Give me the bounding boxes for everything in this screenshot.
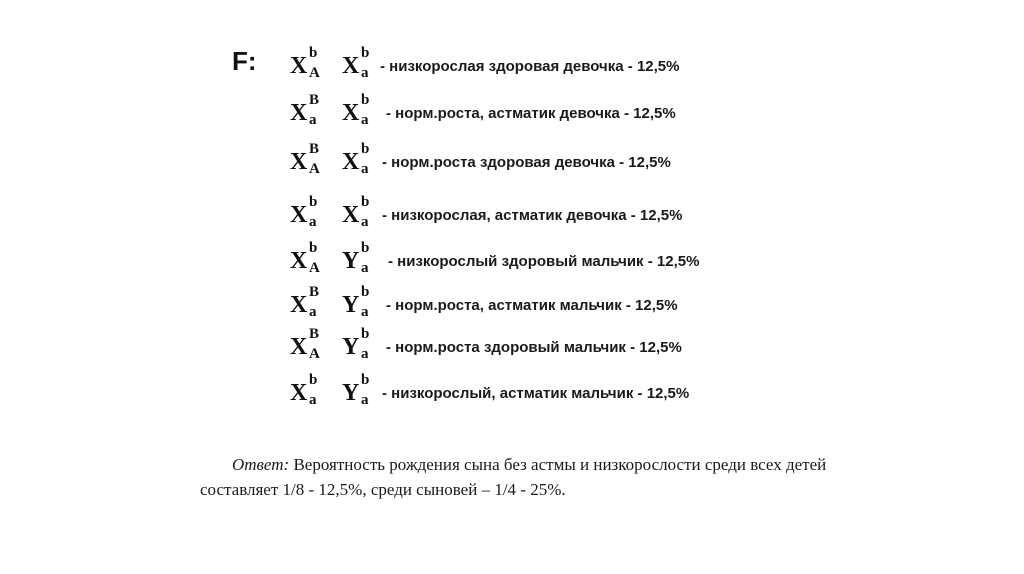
genotype-superscript: B (309, 92, 320, 108)
answer-text: Вероятность рождения сына без астмы и низкорослости среди всех детей составляет 1/8 - 12,5%, среди сыновей – 1/4 - 25%. (200, 455, 827, 499)
genotype-first (290, 327, 324, 367)
genotype-subscript: a (361, 65, 369, 81)
genotype-base: Y (342, 248, 360, 274)
genotype-second (342, 373, 376, 413)
genotype-subscript: a (309, 112, 317, 128)
genotype-row (290, 373, 689, 413)
answer-label: Ответ: (232, 455, 290, 474)
genotype-base: X (342, 100, 360, 126)
genotype-first (290, 93, 324, 133)
genotype-row (290, 327, 682, 367)
genotype-subscript: a (361, 161, 369, 177)
phenotype-description: - норм.роста, астматик девочка - 12,5% (386, 104, 676, 122)
genotype-row (290, 195, 682, 235)
genotype-row (290, 285, 678, 325)
genotype-subscript: a (309, 392, 317, 408)
genotype-row (290, 142, 671, 182)
genotype-row (290, 46, 679, 86)
genotype-first (290, 195, 324, 235)
genotype-row (290, 93, 676, 133)
genotype-superscript: b (361, 284, 370, 300)
phenotype-description: - низкорослая здоровая девочка - 12,5% (380, 57, 680, 75)
genotype-base: X (290, 149, 308, 175)
genotype-row (290, 241, 699, 281)
genotype-subscript: a (361, 214, 369, 230)
offspring-label: F: (232, 46, 257, 76)
genotype-superscript: b (309, 45, 318, 61)
genotype-base: Y (342, 292, 360, 318)
genotype-superscript: B (309, 326, 320, 342)
genotype-superscript: B (309, 141, 320, 157)
genotype-base: X (290, 334, 308, 360)
genotype-superscript: b (361, 45, 370, 61)
genotype-second (342, 93, 376, 133)
genotype-first (290, 142, 324, 182)
genotype-subscript: a (309, 214, 317, 230)
genotype-base: Y (342, 334, 360, 360)
genotype-base: X (290, 380, 308, 406)
genotype-second (342, 142, 376, 182)
genotype-superscript: b (309, 194, 318, 210)
genotype-superscript: b (361, 92, 370, 108)
genotype-second (342, 241, 376, 281)
genotype-base: X (290, 248, 308, 274)
genotype-base: X (290, 202, 308, 228)
genotype-second (342, 327, 376, 367)
phenotype-description: - норм.роста здоровый мальчик - 12,5% (386, 338, 682, 356)
phenotype-description: - норм.роста, астматик мальчик - 12,5% (386, 296, 678, 314)
answer-paragraph (200, 452, 880, 502)
genotype-subscript: a (361, 346, 369, 362)
genotype-second (342, 46, 376, 86)
genotype-subscript: A (309, 65, 320, 81)
genotype-base: X (290, 292, 308, 318)
genotype-base: X (342, 149, 360, 175)
genotype-superscript: b (309, 240, 318, 256)
genotype-superscript: b (361, 326, 370, 342)
genotype-first (290, 241, 324, 281)
phenotype-description: - низкорослая, астматик девочка - 12,5% (382, 206, 683, 224)
genotype-superscript: b (309, 372, 318, 388)
genotype-base: X (290, 100, 308, 126)
phenotype-description: - низкорослый здоровый мальчик - 12,5% (388, 252, 700, 270)
phenotype-description: - низкорослый, астматик мальчик - 12,5% (382, 384, 690, 402)
phenotype-description: - норм.роста здоровая девочка - 12,5% (382, 153, 671, 171)
genotype-superscript: b (361, 372, 370, 388)
genotype-base: Y (342, 380, 360, 406)
genotype-subscript: a (361, 112, 369, 128)
genotype-superscript: B (309, 284, 320, 300)
genotype-subscript: a (361, 392, 369, 408)
genotype-superscript: b (361, 240, 370, 256)
genotype-subscript: A (309, 260, 320, 276)
genotype-superscript: b (361, 194, 370, 210)
genotype-base: X (342, 202, 360, 228)
genotype-subscript: a (361, 304, 369, 320)
genotype-subscript: a (361, 260, 369, 276)
genotype-subscript: a (309, 304, 317, 320)
genotype-subscript: A (309, 161, 320, 177)
genotype-base: X (342, 53, 360, 79)
genotype-second (342, 285, 376, 325)
genotype-first (290, 285, 324, 325)
genotype-second (342, 195, 376, 235)
genotype-first (290, 46, 324, 86)
genotype-base: X (290, 53, 308, 79)
genotype-subscript: A (309, 346, 320, 362)
genotype-superscript: b (361, 141, 370, 157)
genotype-first (290, 373, 324, 413)
